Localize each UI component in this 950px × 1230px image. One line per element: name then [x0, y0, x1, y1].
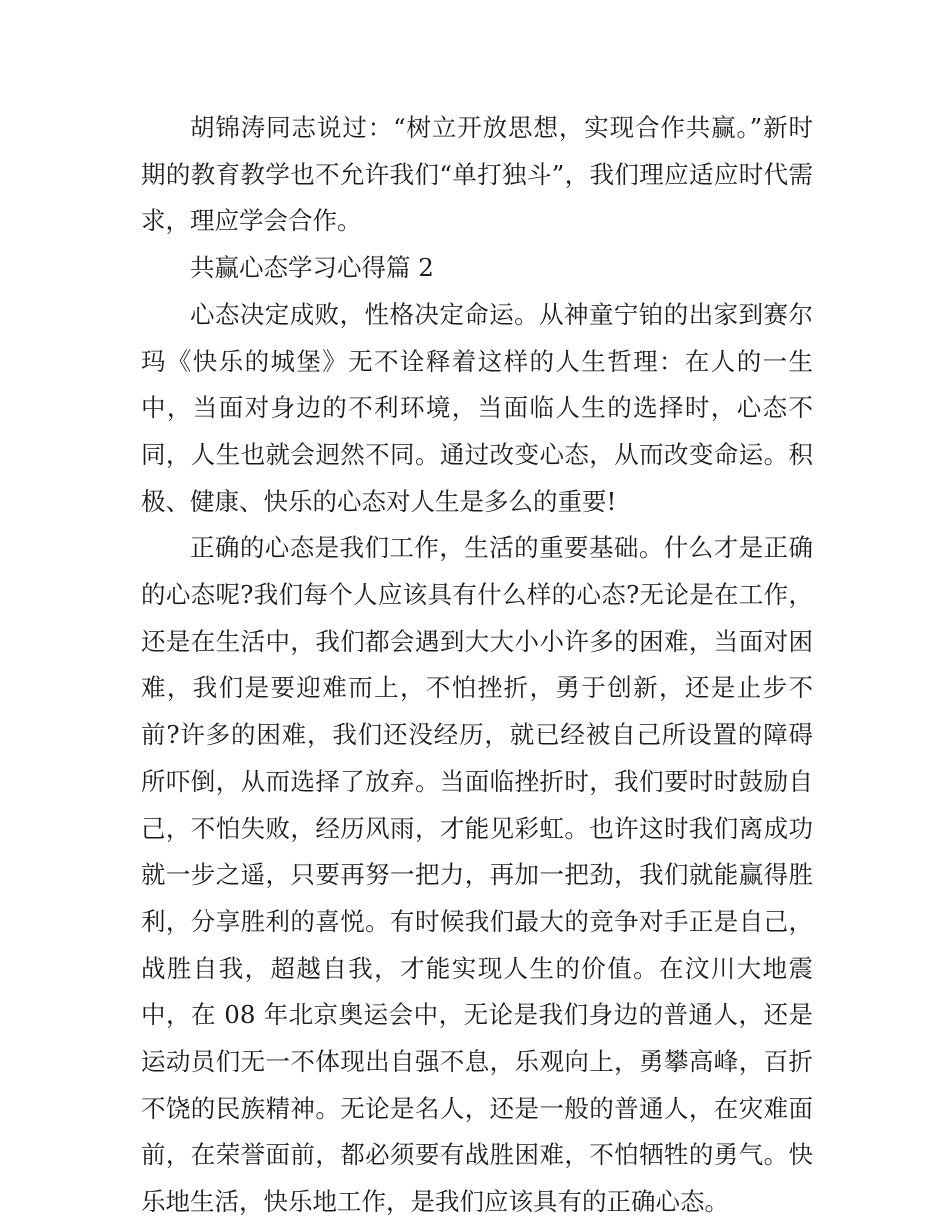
paragraph-cooperation-quote: 胡锦涛同志说过：“树立开放思想，实现合作共赢。”新时期的教育教学也不允许我们“单打独斗”，我们理应适应时代需求，理应学会合作。 — [141, 113, 813, 236]
document-body — [141, 105, 813, 1226]
section-heading: 共赢心态学习心得篇 2 — [190, 253, 434, 283]
paragraph-correct-mindset: 正确的心态是我们工作，生活的重要基础。什么才是正确的心态呢?我们每个人应该具有什么样的心态?无论是在工作，还是在生活中，我们都会遇到大大小小许多的困难，当面对困难，我们是要迎难而上，不怕挫折，勇于创新，还是止步不前?许多的困难，我们还没经历，就已经被自己所设置的障碍所吓倒，从而选择了放弃。当面临挫折时，我们要时时鼓励自己，不怕失败，经历风雨，才能见彩虹。也许这时我们离成功就一步之遥，只要再努一把力，再加一把劲，我们就能赢得胜利，分享胜利的喜悦。有时候我们最大的竞争对手正是自己，战胜自我，超越自我，才能实现人生的价值。在汶川大地震中，在 08 年北京奥运会中，无论是我们身边的普通人，还是运动员们无一不体现出自强不息，乐观向上，勇攀高峰，百折不饶的民族精神。无论是名人，还是一般的普通人，在灾难面前，在荣誉面前，都必须要有战胜困难，不怕牺牲的勇气。快乐地生活，快乐地工作，是我们应该具有的正确心态。 — [141, 533, 813, 1217]
paragraph-mindset-destiny: 心态决定成败，性格决定命运。从神童宁铂的出家到赛尔玛《快乐的城堡》无不诠释着这样的人生哲理：在人的一生中，当面对身边的不利环境，当面临人生的选择时，心态不同，人生也就会迥然不同。通过改变心态，从而改变命运。积极、健康、快乐的心态对人生是多么的重要! — [141, 299, 813, 516]
